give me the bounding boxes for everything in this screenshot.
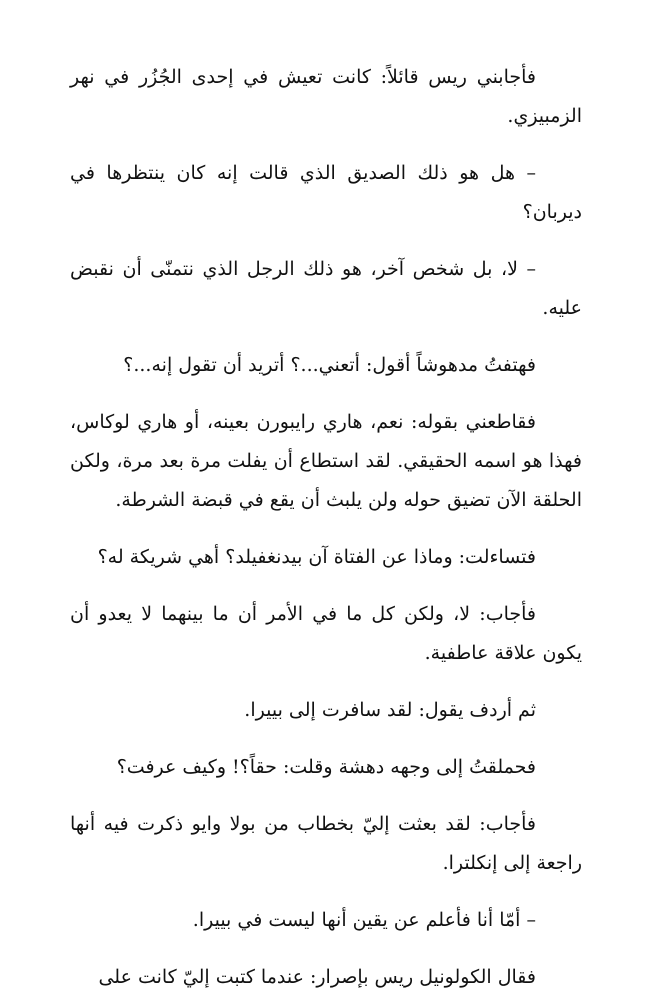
paragraph-4: فهتفتُ مدهوشاً أقول: أتعني...؟ أتريد أن تقول إنه...؟ (123, 354, 536, 376)
paragraph-3: – لا، بل شخص آخر، هو ذلك الرجل الذي نتمنّى أن نقبض عليه. (70, 258, 582, 319)
paragraph-1: فأجابني ريس قائلاً: كانت تعيش في إحدى الجُزُر في نهر الزمبيزي. (70, 66, 582, 127)
paragraph-6: فتساءلت: وماذا عن الفتاة آن بيدنغفيلد؟ أهي شريكة له؟ (97, 546, 536, 568)
paragraph-11: – أمّا أنا فأعلم عن يقين أنها ليست في بييرا. (192, 909, 536, 931)
paragraph-8: ثم أردف يقول: لقد سافرت إلى بييرا. (244, 699, 536, 721)
paragraph-9: فحملقتُ إلى وجهه دهشة وقلت: حقاً؟! وكيف عرفت؟ (116, 756, 536, 778)
paragraph-2: – هل هو ذلك الصديق الذي قالت إنه كان ينتظرها في ديربان؟ (70, 162, 582, 223)
book-page (70, 58, 582, 997)
paragraph-10: فأجاب: لقد بعثت إليّ بخطاب من بولا وايو ذكرت فيه أنها راجعة إلى إنكلترا. (70, 813, 582, 874)
paragraph-12: فقال الكولونيل ريس بإصرار: عندما كتبت إليّ كانت على (98, 966, 536, 988)
paragraph-7: فأجاب: لا، ولكن كل ما في الأمر أن ما بينهما لا يعدو أن يكون علاقة عاطفية. (70, 603, 582, 664)
paragraph-5: فقاطعني بقوله: نعم، هاري رايبورن بعينه، أو هاري لوكاس، فهذا هو اسمه الحقيقي. لقد استطاع أن يفلت مرة بعد مرة، ولكن الحلقة الآن تضيق حوله ولن يلبث أن يقع في قبضة الشرطة. (70, 411, 582, 511)
